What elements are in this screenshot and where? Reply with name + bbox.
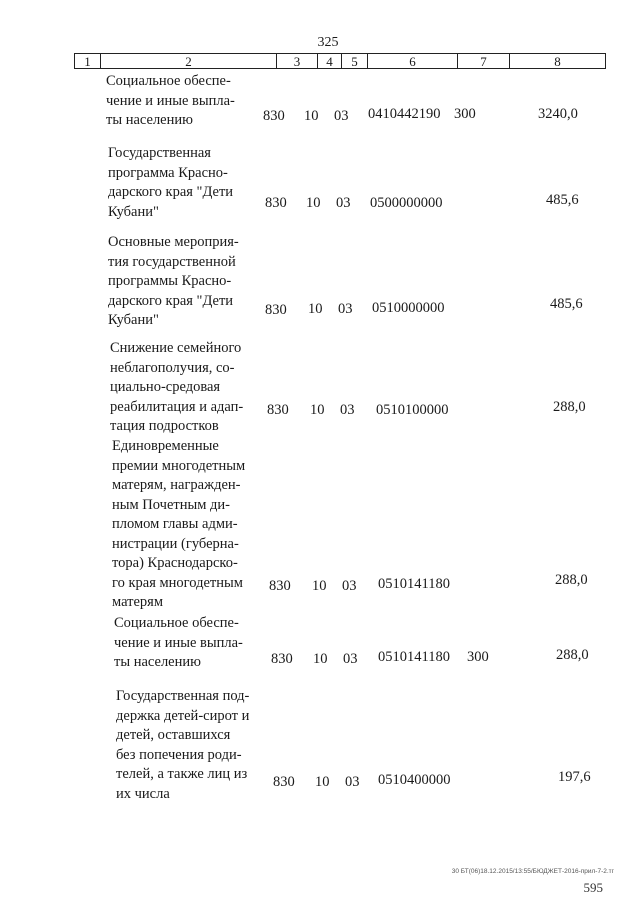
- desc-line: премии многодетным: [112, 457, 246, 474]
- desc-line: программы Красно-: [108, 273, 232, 289]
- cell-subsection: 03: [342, 578, 357, 594]
- cell-target: 0510141180: [378, 576, 450, 592]
- desc-line: нистрации (губерна-: [112, 535, 239, 552]
- desc-line: Государственная под-: [116, 688, 250, 704]
- header-col-2: 2: [101, 54, 277, 68]
- header-col-6: 6: [368, 54, 458, 68]
- cell-amount: 485,6: [546, 192, 579, 208]
- desc-line: неблагополучия, со-: [110, 359, 235, 376]
- desc-line: Кубани": [108, 203, 159, 220]
- desc-line: тация подростков: [110, 418, 219, 434]
- cell-target: 0500000000: [370, 195, 443, 211]
- row-description: [112, 437, 260, 613]
- desc-line: программа Красно-: [108, 164, 228, 181]
- cell-amount: 485,6: [550, 296, 583, 312]
- footer-stamp: 30 БТ(06)18.12.2015/13:55/БЮДЖЕТ-2016-прил-7-2.тг: [451, 868, 614, 875]
- cell-expense-type: 300: [467, 649, 489, 665]
- desc-line: Социальное обеспе-: [106, 73, 231, 89]
- cell-section: 10: [306, 195, 321, 211]
- desc-line: ным Почетным ди-: [112, 496, 230, 513]
- cell-amount: 197,6: [558, 769, 591, 785]
- header-col-8: 8: [554, 54, 561, 69]
- cell-section: 10: [308, 301, 323, 317]
- page-number-bottom: 595: [583, 880, 603, 895]
- cell-amount: 288,0: [555, 572, 588, 588]
- header-col-7: 7: [458, 54, 510, 68]
- desc-line: го края многодетным: [112, 574, 243, 591]
- desc-line: дарского края "Дети: [108, 292, 234, 309]
- desc-line: тора) Краснодарско-: [112, 555, 238, 571]
- cell-amount: 288,0: [553, 399, 586, 415]
- desc-line: Единовременные: [112, 438, 219, 454]
- desc-line: ты населению: [106, 112, 193, 128]
- row-description: [106, 72, 254, 131]
- desc-line: держка детей-сирот и: [116, 707, 250, 724]
- cell-amount: 3240,0: [538, 106, 578, 122]
- cell-amount: 288,0: [556, 647, 589, 663]
- desc-line: дарского края "Дети: [108, 184, 234, 200]
- desc-line: чение и иные выпла-: [114, 634, 243, 651]
- desc-line: без попечения роди-: [116, 746, 242, 763]
- desc-line: пломом главы адми-: [112, 516, 238, 532]
- desc-line: телей, а также лиц из: [116, 766, 248, 782]
- row-description: [114, 614, 262, 673]
- cell-code: 830: [267, 402, 289, 418]
- cell-subsection: 03: [338, 301, 353, 317]
- desc-line: тия государственной: [108, 253, 236, 270]
- cell-subsection: 03: [336, 195, 351, 211]
- desc-line: циально-средовая: [110, 379, 221, 395]
- row-description: [110, 339, 258, 437]
- cell-section: 10: [304, 108, 319, 124]
- desc-line: Социальное обеспе-: [114, 615, 239, 631]
- header-col-1: 1: [75, 54, 101, 68]
- desc-line: их числа: [116, 785, 170, 802]
- desc-line: ты населению: [114, 654, 201, 670]
- cell-section: 10: [312, 578, 327, 594]
- desc-line: реабилитация и адап-: [110, 398, 244, 415]
- desc-line: матерям: [112, 594, 164, 610]
- desc-line: детей, оставшихся: [116, 727, 231, 743]
- desc-line: чение и иные выпла-: [106, 92, 235, 109]
- cell-code: 830: [263, 108, 285, 124]
- cell-section: 10: [310, 402, 325, 418]
- cell-code: 830: [265, 302, 287, 318]
- cell-target: 0510100000: [376, 402, 449, 418]
- cell-subsection: 03: [343, 651, 358, 667]
- cell-target: 0510141180: [378, 649, 450, 665]
- page-number-top: 325: [317, 35, 339, 50]
- cell-section: 10: [313, 651, 328, 667]
- desc-line: Государственная: [108, 145, 211, 161]
- header-col-3: 3: [277, 54, 318, 68]
- cell-code: 830: [273, 774, 295, 790]
- cell-target: 0510400000: [378, 772, 451, 788]
- cell-code: 830: [265, 195, 287, 211]
- desc-line: матерям, награжден-: [112, 477, 241, 493]
- desc-line: Кубани": [108, 312, 159, 328]
- row-description: [108, 233, 256, 331]
- cell-subsection: 03: [345, 774, 360, 790]
- cell-expense-type: 300: [454, 106, 476, 122]
- row-description: [108, 144, 256, 222]
- row-description: [116, 687, 264, 804]
- cell-subsection: 03: [334, 108, 349, 124]
- cell-target: 0510000000: [372, 300, 445, 316]
- cell-code: 830: [269, 578, 291, 594]
- header-col-5: 5: [342, 54, 368, 68]
- desc-line: Снижение семейного: [110, 340, 242, 356]
- cell-section: 10: [315, 774, 330, 790]
- cell-subsection: 03: [340, 402, 355, 418]
- header-col-4: 4: [318, 54, 342, 68]
- cell-target: 0410442190: [368, 106, 441, 122]
- cell-code: 830: [271, 651, 293, 667]
- table-header-row: [74, 53, 606, 69]
- desc-line: Основные мероприя-: [108, 234, 239, 250]
